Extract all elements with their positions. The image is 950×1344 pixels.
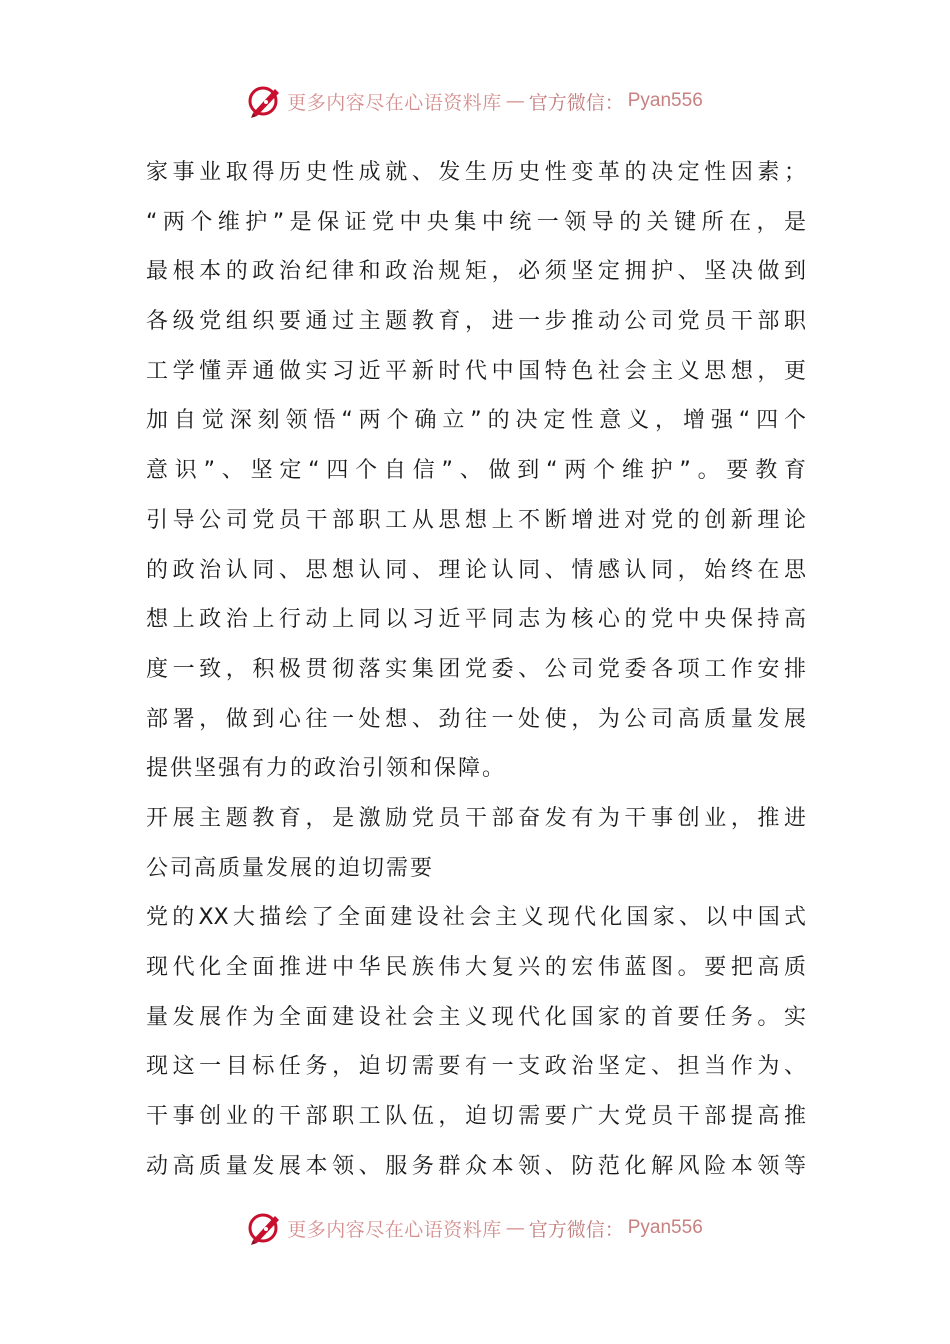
banner-separator: — (505, 1217, 525, 1239)
body-line: 现代化全面推进中华民族伟大复兴的宏伟蓝图。要把高质 (146, 955, 806, 980)
pen-nib-logo-icon (247, 1210, 283, 1246)
document-body (146, 148, 806, 1191)
banner-wechat-label: 官方微信： (528, 91, 624, 114)
body-line: 意识”、坚定“四个自信”、做到“两个维护”。要教育 (146, 458, 806, 484)
body-line: 现这一目标任务，迫切需要有一支政治坚定、担当作为、 (146, 1054, 806, 1080)
body-line: 想上政治上行动上同以习近平同志为核心的党中央保持高 (146, 607, 806, 633)
body-line: “两个维护”是保证党中央集中统一领导的关键所在，是 (146, 209, 806, 235)
header-banner (0, 76, 950, 126)
body-line: 度一致，积极贯彻落实集团党委、公司党委各项工作安排 (146, 656, 806, 682)
body-line: 工学懂弄通做实习近平新时代中国特色社会主义思想，更 (146, 358, 806, 384)
footer-banner (0, 1203, 950, 1253)
body-line: 提供坚强有力的政治引领和保障。 (146, 756, 507, 782)
body-line: 最根本的政治纪律和政治规矩，必须坚定拥护、坚决做到 (146, 259, 806, 285)
body-line: 动高质量发展本领、服务群众本领、防范化解风险本领等 (146, 1153, 806, 1179)
banner-wechat-id: Pyan556 (627, 90, 703, 111)
body-line: 干事创业的干部职工队伍，迫切需要广大党员干部提高推 (146, 1104, 806, 1130)
body-line: 的政治认同、思想认同、理论认同、情感认同，始终在思 (146, 557, 806, 583)
body-line: 各级党组织要通过主题教育，进一步推动公司党员干部职 (146, 309, 806, 335)
banner-separator: — (505, 90, 525, 112)
section-heading-line: 公司高质量发展的迫切需要 (146, 855, 435, 881)
body-line: 引导公司党员干部职工从思想上不断增进对党的创新理论 (146, 507, 806, 533)
banner-title: 更多内容尽在心语资料库 (287, 91, 502, 114)
banner-title: 更多内容尽在心语资料库 (287, 1218, 502, 1241)
body-line: 家事业取得历史性成就、发生历史性变革的决定性因素； (146, 160, 806, 185)
body-line: 量发展作为全面建设社会主义现代化国家的首要任务。实 (146, 1004, 806, 1030)
body-line: 党的XX大描绘了全面建设社会主义现代化国家、以中国式 (146, 905, 806, 931)
banner-wechat-label: 官方微信： (528, 1218, 624, 1241)
banner-wechat-id: Pyan556 (627, 1217, 703, 1238)
body-line: 加自觉深刻领悟“两个确立”的决定性意义，增强“四个 (146, 408, 806, 434)
pen-nib-logo-icon (247, 83, 283, 119)
body-line: 部署，做到心往一处想、劲往一处使，为公司高质量发展 (146, 706, 806, 732)
section-heading-line: 开展主题教育，是激励党员干部奋发有为干事创业，推进 (146, 805, 806, 831)
